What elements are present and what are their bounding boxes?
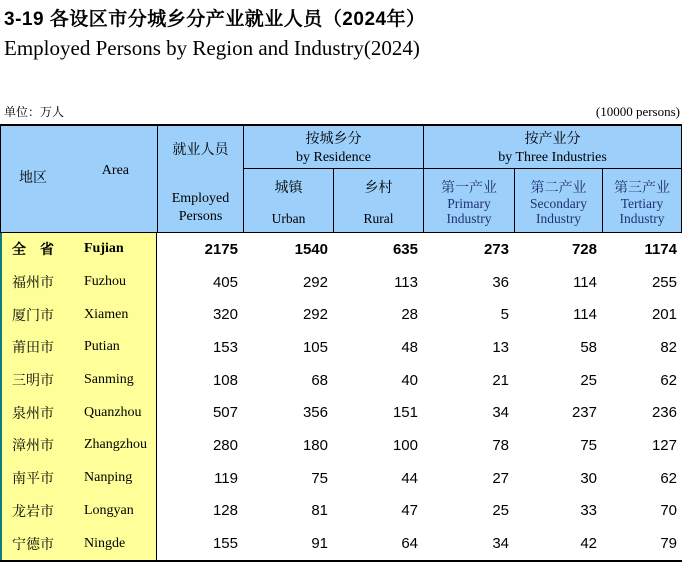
- header-industry-en: by Three Industries: [498, 150, 607, 165]
- value-cell: 82: [660, 338, 677, 356]
- area-name-cn: 全 省: [12, 241, 54, 258]
- header-area-cn: 地区: [19, 169, 47, 185]
- value-cell: 113: [394, 273, 418, 291]
- header-residence-en: by Residence: [295, 150, 372, 165]
- value-cell: 127: [651, 436, 677, 454]
- value-cell: 153: [212, 338, 238, 356]
- area-cell: [0, 364, 157, 397]
- table-body: [0, 233, 682, 562]
- header-area-en: Area: [101, 163, 129, 178]
- area-name-en: Sanming: [84, 372, 134, 388]
- value-cell: 280: [212, 436, 238, 454]
- area-name-en: Zhangzhou: [84, 437, 147, 453]
- area-name-cn: 漳州市: [12, 437, 54, 454]
- value-cell: 155: [212, 535, 238, 553]
- value-cell: 25: [492, 502, 509, 520]
- unit-label-cn: 单位：万人: [4, 105, 65, 119]
- area-name-cn: 福州市: [12, 274, 54, 291]
- header-secondary-en: Secondary Industry: [530, 196, 587, 227]
- value-cell: 635: [392, 240, 418, 258]
- header-secondary-industry: [515, 169, 603, 232]
- table-row: [0, 364, 682, 397]
- header-primary-en: Primary Industry: [446, 196, 492, 227]
- value-cell: 78: [492, 436, 509, 454]
- header-rural-cn: 乡村: [364, 179, 393, 195]
- header-industry-cn: 按产业分: [524, 130, 581, 146]
- value-cell: 34: [492, 535, 509, 553]
- table-row: [0, 233, 682, 266]
- value-cell: 128: [212, 502, 238, 520]
- value-cell: 100: [392, 436, 418, 454]
- header-residence-cn: 按城乡分: [305, 130, 362, 146]
- area-name-cn: 龙岩市: [12, 502, 54, 519]
- page-subtitle: Employed Persons by Region and Industry(2024): [4, 36, 420, 60]
- value-cell: 64: [401, 535, 418, 553]
- header-group-industry: [424, 126, 681, 169]
- value-cell: 507: [212, 404, 238, 422]
- header-tertiary-industry: [603, 169, 681, 232]
- value-cell: 728: [571, 240, 597, 258]
- value-cell: 2175: [204, 240, 238, 258]
- value-cell: 58: [580, 338, 597, 356]
- value-cell: 114: [573, 273, 597, 291]
- value-cell: 105: [302, 338, 328, 356]
- header-rural-en: Rural: [363, 211, 394, 227]
- area-cell: [0, 462, 157, 495]
- table-row: [0, 331, 682, 364]
- header-primary-industry: [424, 169, 515, 232]
- header-tertiary-cn: 第三产业: [614, 179, 670, 195]
- value-cell: 36: [492, 273, 509, 291]
- area-cell: [0, 396, 157, 429]
- table-row: [0, 266, 682, 299]
- value-cell: 405: [212, 273, 238, 291]
- value-cell: 62: [660, 371, 677, 389]
- value-cell: 119: [214, 469, 238, 487]
- value-cell: 320: [212, 306, 238, 324]
- area-cell: [0, 527, 157, 560]
- area-name-en: Nanping: [84, 470, 133, 486]
- value-cell: 180: [302, 436, 328, 454]
- table-row: [0, 462, 682, 495]
- value-cell: 292: [302, 273, 328, 291]
- value-cell: 236: [651, 404, 677, 422]
- value-cell: 201: [651, 306, 677, 324]
- value-cell: 34: [492, 404, 509, 422]
- header-secondary-cn: 第二产业: [530, 179, 587, 195]
- value-cell: 44: [401, 469, 418, 487]
- area-name-cn: 南平市: [12, 470, 54, 487]
- value-cell: 75: [311, 469, 328, 487]
- table-row: [0, 396, 682, 429]
- value-cell: 40: [401, 371, 418, 389]
- table-row: [0, 495, 682, 528]
- value-cell: 28: [401, 306, 418, 324]
- value-cell: 91: [311, 535, 328, 553]
- area-name-cn: 厦门市: [12, 306, 54, 323]
- header-urban-cn: 城镇: [274, 179, 303, 195]
- header-group-residence: [244, 126, 424, 169]
- area-cell: [0, 298, 157, 331]
- value-cell: 79: [660, 535, 677, 553]
- header-rural: [334, 169, 424, 232]
- value-cell: 292: [302, 306, 328, 324]
- area-name-cn: 泉州市: [12, 404, 54, 421]
- header-employed-cn: 就业人员: [172, 141, 229, 157]
- value-cell: 273: [483, 240, 509, 258]
- area-name-cn: 宁德市: [12, 535, 54, 552]
- value-cell: 21: [492, 371, 509, 389]
- area-cell: [0, 495, 157, 528]
- value-cell: 13: [492, 338, 509, 356]
- page-title: 3-19 各设区市分城乡分产业就业人员（2024年）: [4, 9, 426, 30]
- unit-row: [4, 103, 680, 120]
- value-cell: 108: [212, 371, 238, 389]
- value-cell: 70: [660, 502, 677, 520]
- area-name-cn: 三明市: [12, 372, 54, 389]
- header-tertiary-en: Tertiary Industry: [619, 196, 665, 227]
- area-cell: [0, 429, 157, 462]
- value-cell: 237: [571, 404, 597, 422]
- header-employed: [158, 126, 244, 232]
- value-cell: 81: [311, 502, 328, 520]
- value-cell: 1174: [644, 240, 677, 258]
- value-cell: 33: [580, 502, 597, 520]
- value-cell: 1540: [294, 240, 328, 258]
- value-cell: 47: [401, 502, 418, 520]
- area-name-en: Ningde: [84, 535, 126, 551]
- area-name-en: Fuzhou: [84, 274, 126, 290]
- value-cell: 114: [573, 306, 597, 324]
- area-name-en: Longyan: [84, 502, 134, 518]
- value-cell: 356: [302, 404, 328, 422]
- value-cell: 42: [580, 535, 597, 553]
- area-cell: [0, 331, 157, 364]
- value-cell: 75: [580, 436, 597, 454]
- value-cell: 25: [580, 371, 597, 389]
- header-urban-en: Urban: [271, 211, 306, 227]
- area-cell: [0, 233, 157, 266]
- table-row: [0, 527, 682, 560]
- value-cell: 5: [500, 306, 509, 324]
- table-header: [0, 124, 682, 233]
- area-name-en: Xiamen: [84, 306, 129, 322]
- value-cell: 48: [401, 338, 418, 356]
- value-cell: 68: [311, 371, 328, 389]
- area-name-en: Fujian: [84, 241, 124, 257]
- area-name-en: Putian: [84, 339, 120, 355]
- header-urban: [244, 169, 334, 232]
- table-row: [0, 429, 682, 462]
- table-row: [0, 298, 682, 331]
- area-name-cn: 莆田市: [12, 339, 54, 356]
- value-cell: 62: [660, 469, 677, 487]
- value-cell: 255: [651, 273, 677, 291]
- header-area: [1, 126, 158, 232]
- value-cell: 151: [392, 404, 418, 422]
- unit-label-en: (10000 persons): [595, 104, 680, 119]
- header-employed-en: Employed Persons: [171, 191, 230, 224]
- value-cell: 27: [492, 469, 509, 487]
- value-cell: 30: [580, 469, 597, 487]
- statistics-table: [0, 124, 682, 562]
- area-name-en: Quanzhou: [84, 404, 142, 420]
- header-primary-cn: 第一产业: [441, 179, 497, 195]
- area-cell: [0, 266, 157, 299]
